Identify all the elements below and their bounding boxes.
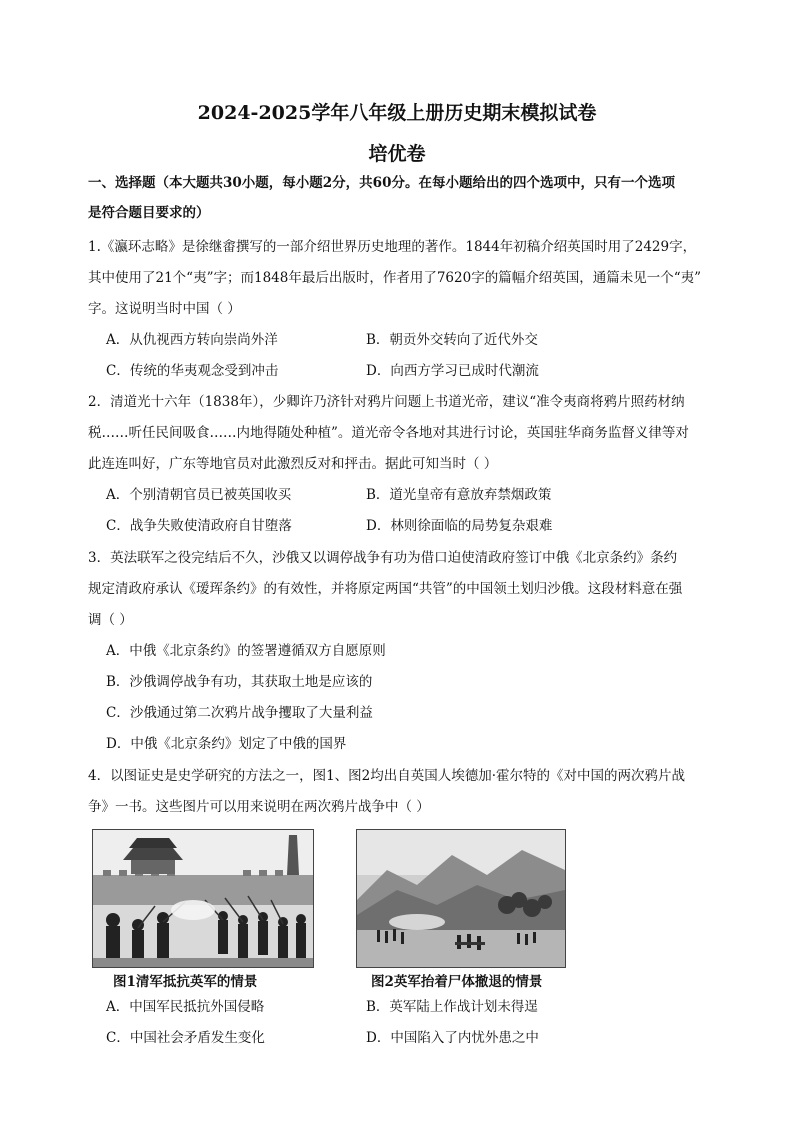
question-2-text: 2．清道光十六年（1838年），少卿许乃济针对鸦片问题上书道光帝，建议“准令夷商将鸦片照药材纳 [88, 394, 685, 410]
exam-subtitle: 培优卷 [368, 143, 426, 165]
question-3-text: 3．英法联军之役完结后不久，沙俄又以调停战争有功为借口迫使清政府签订中俄《北京条约》条约 [88, 550, 678, 566]
exam-title: 2024-2025学年八年级上册历史期末模拟试卷 [197, 102, 597, 124]
question-1-text: 字。这说明当时中国（ ） [88, 301, 241, 317]
figure-2-caption: 图2英军抬着尸体撤退的情景 [371, 974, 543, 990]
question-2-option-d[interactable]: D．林则徐面临的局势复杂艰难 [366, 518, 553, 534]
question-1-text: 1.《瀛环志略》是徐继畬撰写的一部介绍世界历史地理的著作。1844年初稿介绍英国时用了2429字， [88, 239, 697, 255]
question-3-text: 调（ ） [88, 612, 133, 628]
question-4-option-b[interactable]: B．英军陆上作战计划未得逞 [366, 999, 538, 1015]
figure-2-retreat-image [356, 829, 566, 968]
question-2-text: 税……听任民间吸食……内地得随处种植”。道光帝令各地对其进行讨论，英国驻华商务监督义律等对 [88, 425, 689, 441]
question-2-text: 此连连叫好，广东等地官员对此激烈反对和抨击。据此可知当时（ ） [88, 456, 498, 472]
question-1-text: 其中使用了21个“夷”字；而1848年最后出版时，作者用了7620字的篇幅介绍英国，通篇未见一个“夷” [88, 270, 701, 286]
question-3-option-a[interactable]: A．中俄《北京条约》的签署遵循双方自愿原则 [106, 643, 386, 659]
question-2-option-a[interactable]: A．个别清朝官员已被英国收买 [106, 487, 292, 503]
question-3-option-b[interactable]: B．沙俄调停战争有功，其获取土地是应该的 [106, 674, 373, 690]
section-heading-line: 是符合题目要求的） [88, 205, 210, 221]
question-2-option-c[interactable]: C．战争失败使清政府自甘堕落 [106, 518, 292, 534]
question-1-option-b[interactable]: B．朝贡外交转向了近代外交 [366, 332, 538, 348]
question-3-text: 规定清政府承认《瑷珲条约》的有效性，并将原定两国“共管”的中国领土划归沙俄。这段材料意在强 [88, 581, 683, 597]
figure-1-battle-image [92, 829, 314, 968]
question-4-option-d[interactable]: D．中国陷入了内忧外患之中 [366, 1030, 539, 1046]
question-3-option-c[interactable]: C．沙俄通过第二次鸦片战争攫取了大量利益 [106, 705, 373, 721]
section-heading-line: 一、选择题（本大题共30小题，每小题2分，共60分。在每小题给出的四个选项中，只有一个选项 [88, 175, 675, 191]
question-3-option-d[interactable]: D．中俄《北京条约》划定了中俄的国界 [106, 736, 347, 752]
question-1-option-d[interactable]: D．向西方学习已成时代潮流 [366, 363, 539, 379]
question-1-option-a[interactable]: A．从仇视西方转向崇尚外洋 [106, 332, 278, 348]
question-4-text: 争》一书。这些图片可以用来说明在两次鸦片战争中（ ） [88, 799, 430, 815]
section-heading [88, 168, 708, 228]
question-4-option-a[interactable]: A．中国军民抵抗外国侵略 [106, 999, 265, 1015]
question-1-option-c[interactable]: C．传统的华夷观念受到冲击 [106, 363, 279, 379]
figure-1-caption: 图1清军抵抗英军的情景 [113, 974, 258, 990]
question-4-text: 4．以图证史是史学研究的方法之一，图1、图2均出自英国人埃德加·霍尔特的《对中国的两次鸦片战 [88, 768, 686, 784]
question-4-option-c[interactable]: C．中国社会矛盾发生变化 [106, 1030, 265, 1046]
question-2-option-b[interactable]: B．道光皇帝有意放弃禁烟政策 [366, 487, 552, 503]
